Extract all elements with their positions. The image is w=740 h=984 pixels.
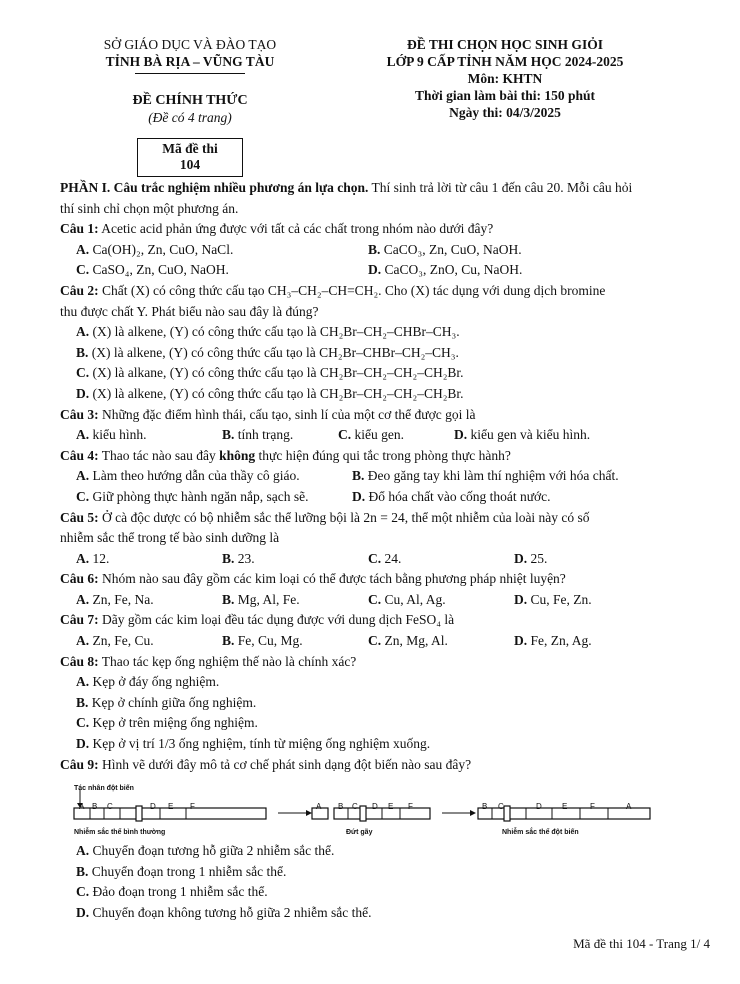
gene-label: C xyxy=(107,802,113,812)
question-text: Thao tác kẹp ống nghiệm thế nào là chính xác? xyxy=(98,653,357,669)
gene-label: F xyxy=(408,802,413,812)
gene-label: E xyxy=(388,802,394,812)
gene-label: E xyxy=(562,802,568,812)
exam-level: LỚP 9 CẤP TỈNH NĂM HỌC 2024-2025 xyxy=(386,54,624,69)
question-label: Câu 6: xyxy=(60,571,99,587)
page-count-note: (Đề có 4 trang) xyxy=(148,110,232,125)
break-label: Đứt gãy xyxy=(346,829,373,837)
options-row xyxy=(60,590,692,611)
part1-title: PHẦN I. Câu trắc nghiệm nhiều phương án lựa chọn. xyxy=(60,180,369,195)
option-d[interactable]: D. Kẹp ở vị trí 1/3 ống nghiệm, tính từ miệng ống nghiệm xuống. xyxy=(76,736,431,752)
question-5 xyxy=(60,508,692,529)
option-d[interactable]: D. Cu, Fe, Zn. xyxy=(514,591,592,607)
exam-code-label: Mã đề thi xyxy=(162,141,218,156)
option-d[interactable]: D. kiểu gen và kiểu hình. xyxy=(454,427,591,443)
options-row xyxy=(60,631,692,652)
question-2-cont: thu được chất Y. Phát biểu nào sau đây là đúng? xyxy=(60,303,319,319)
question-9 xyxy=(60,755,692,776)
question-text: Chất (X) có công thức cấu tạo CH₃–CH₂–CH=CH₂. Cho (X) tác dụng với dung dịch bromine xyxy=(98,282,606,298)
question-1 xyxy=(60,219,692,240)
gene-label: D xyxy=(372,802,378,812)
option-d[interactable]: D. CaCO₃, ZnO, Cu, NaOH. xyxy=(368,262,523,278)
option-c[interactable]: C. Đảo đoạn trong 1 nhiễm sắc thể. xyxy=(76,884,268,900)
centromere xyxy=(136,806,142,821)
question-label: Câu 1: xyxy=(60,221,99,237)
question-2 xyxy=(60,281,692,302)
question-6 xyxy=(60,569,692,590)
gene-label: D xyxy=(150,802,156,812)
exam-title: ĐỀ THI CHỌN HỌC SINH GIỎI xyxy=(407,37,603,52)
option-b[interactable]: B. CaCO₃, Zn, CuO, NaOH. xyxy=(368,241,522,257)
department: SỞ GIÁO DỤC VÀ ĐÀO TẠO xyxy=(103,37,277,52)
exam-duration: Thời gian làm bài thi: 150 phút xyxy=(414,88,596,103)
chromosome-diagram xyxy=(60,777,692,837)
arrow-1-head xyxy=(306,810,312,816)
gene-label: F xyxy=(190,802,195,812)
divider xyxy=(135,73,245,74)
gene-label: B xyxy=(482,802,488,812)
option-c[interactable]: C. kiểu gen. xyxy=(338,427,404,443)
option-a[interactable]: A. Zn, Fe, Na. xyxy=(76,591,154,607)
question-label: Câu 8: xyxy=(60,653,99,669)
question-text: Thao tác nào sau đây xyxy=(98,447,220,463)
option-c[interactable]: C. Kẹp ở trên miệng ống nghiệm. xyxy=(76,715,258,731)
exam-subject: Môn: KHTN xyxy=(467,71,543,86)
header-left xyxy=(95,36,285,177)
gene-label: E xyxy=(168,802,174,812)
question-text: Những đặc điểm hình thái, cấu tạo, sinh lí của một cơ thể được gọi là xyxy=(98,406,476,422)
question-4 xyxy=(60,446,692,467)
gene-label: B xyxy=(92,802,98,812)
gene-label: D xyxy=(536,802,542,812)
options-row xyxy=(60,260,692,281)
question-7 xyxy=(60,610,692,631)
header-right xyxy=(360,36,650,121)
option-c[interactable]: C. (X) là alkane, (Y) có công thức cấu tạo là CH₂Br–CH₂–CH₂–CH₂Br. xyxy=(76,365,464,381)
part1-instruction-text: Thí sinh trả lời từ câu 1 đến câu 20. Mỗi câu hỏi xyxy=(368,180,633,195)
question-label: Câu 2: xyxy=(60,282,99,298)
centromere-3 xyxy=(504,806,510,821)
option-b[interactable]: B. Mg, Al, Fe. xyxy=(222,591,300,607)
gene-label: C xyxy=(498,802,504,812)
gene-label: A xyxy=(316,802,322,812)
question-text: Dãy gồm các kim loại đều tác dụng được với dung dịch FeSO₄ là xyxy=(98,612,455,628)
question-text: Nhóm nào sau đây gồm các kim loại có thể được tách bằng phương pháp nhiệt luyện? xyxy=(98,571,566,587)
option-c[interactable]: C. 24. xyxy=(368,550,402,566)
options-row xyxy=(60,549,692,570)
question-3 xyxy=(60,405,692,426)
option-d[interactable]: D. Đổ hóa chất vào cống thoát nước. xyxy=(352,488,551,504)
page-footer: Mã đề thi 104 - Trang 1/ 4 xyxy=(573,936,710,951)
exam-content xyxy=(60,178,692,924)
option-a[interactable]: A. Làm theo hướng dẫn của thầy cô giáo. xyxy=(76,468,300,484)
exam-code-value: 104 xyxy=(179,157,201,172)
options-row xyxy=(60,466,692,487)
option-a[interactable]: A. 12. xyxy=(76,550,110,566)
gene-label: A xyxy=(79,802,85,812)
option-a[interactable]: A. Ca(OH)₂, Zn, CuO, NaCl. xyxy=(76,241,234,257)
option-d[interactable]: D. Chuyển đoạn không tương hỗ giữa 2 nhiễm sắc thể. xyxy=(76,905,372,920)
option-b[interactable]: B. Chuyển đoạn trong 1 nhiễm sắc thể. xyxy=(76,863,287,879)
option-a[interactable]: A. (X) là alkene, (Y) có công thức cấu tạo là CH₂Br–CH₂–CHBr–CH₃. xyxy=(76,324,460,340)
exam-code-box xyxy=(137,138,243,177)
option-a[interactable]: A. Zn, Fe, Cu. xyxy=(76,633,154,649)
gene-label: F xyxy=(590,802,595,812)
question-label: Câu 3: xyxy=(60,406,99,422)
normal-label: Nhiễm sắc thể bình thường xyxy=(74,829,166,837)
question-text: Ở cà độc dược có bộ nhiễm sắc thể lưỡng bội là 2n = 24, thể một nhiễm của loài này có số xyxy=(98,509,590,525)
option-c[interactable]: C. Cu, Al, Ag. xyxy=(368,591,446,607)
centromere-2 xyxy=(360,806,366,821)
part1-instruction-cont: thí sinh chỉ chọn một phương án. xyxy=(60,200,239,216)
exam-date: Ngày thi: 04/3/2025 xyxy=(449,105,561,120)
option-b[interactable]: B. Fe, Cu, Mg. xyxy=(222,633,303,649)
question-label: Câu 4: xyxy=(60,447,99,463)
question-label: Câu 7: xyxy=(60,612,99,628)
part1-instruction xyxy=(60,178,692,199)
option-d[interactable]: D. 25. xyxy=(514,550,548,566)
question-text: Hình vẽ dưới đây mô tả cơ chế phát sinh dạng đột biến nào sau đây? xyxy=(98,756,472,772)
province: TỈNH BÀ RỊA – VŨNG TÀU xyxy=(105,54,275,69)
option-a[interactable]: A. Chuyển đoạn tương hỗ giữa 2 nhiễm sắc thể. xyxy=(76,843,335,859)
question-text: Acetic acid phản ứng được với tất cả các chất trong nhóm nào dưới đây? xyxy=(98,221,494,237)
question-8 xyxy=(60,652,692,673)
question-label: Câu 5: xyxy=(60,509,99,525)
option-c[interactable]: C. CaSO₄, Zn, CuO, NaOH. xyxy=(76,262,229,278)
option-b[interactable]: B. (X) là alkene, (Y) có công thức cấu tạo là CH₂Br–CHBr–CH₂–CH₃. xyxy=(76,344,459,360)
emphasis-word: không xyxy=(219,447,256,463)
question-label: Câu 9: xyxy=(60,756,99,772)
mutant-label: Nhiễm sắc thể đột biến xyxy=(502,829,579,837)
option-a[interactable]: A. kiểu hình. xyxy=(76,427,147,443)
option-b[interactable]: B. tính trạng. xyxy=(222,427,294,443)
option-b[interactable]: B. Kẹp ở chính giữa ống nghiệm. xyxy=(76,694,257,710)
options-row xyxy=(60,425,692,446)
option-c[interactable]: C. Zn, Mg, Al. xyxy=(368,633,448,649)
option-d[interactable]: D. (X) là alkene, (Y) có công thức cấu tạo là CH₂Br–CH₂–CH₂–CH₂Br. xyxy=(76,385,464,401)
gene-label: C xyxy=(352,802,358,812)
gene-label: A xyxy=(626,802,632,812)
question-5-cont: nhiễm sắc thể trong tế bào sinh dưỡng là xyxy=(60,530,280,546)
question-text: thực hiện đúng qui tắc trong phòng thực hành? xyxy=(255,447,511,463)
options-row xyxy=(60,487,692,508)
option-c[interactable]: C. Giữ phòng thực hành ngăn nắp, sạch sẽ. xyxy=(76,488,309,504)
gene-label: B xyxy=(338,802,344,812)
agent-label: Tác nhân đột biến xyxy=(74,785,134,793)
official-label: ĐỀ CHÍNH THỨC xyxy=(132,93,248,108)
options-row xyxy=(60,240,692,261)
option-b[interactable]: B. 23. xyxy=(222,550,255,566)
option-a[interactable]: A. Kẹp ở đáy ống nghiệm. xyxy=(76,674,220,690)
option-d[interactable]: D. Fe, Zn, Ag. xyxy=(514,633,592,649)
arrow-2-head xyxy=(470,810,476,816)
option-b[interactable]: B. Đeo găng tay khi làm thí nghiệm với hóa chất. xyxy=(352,468,619,484)
